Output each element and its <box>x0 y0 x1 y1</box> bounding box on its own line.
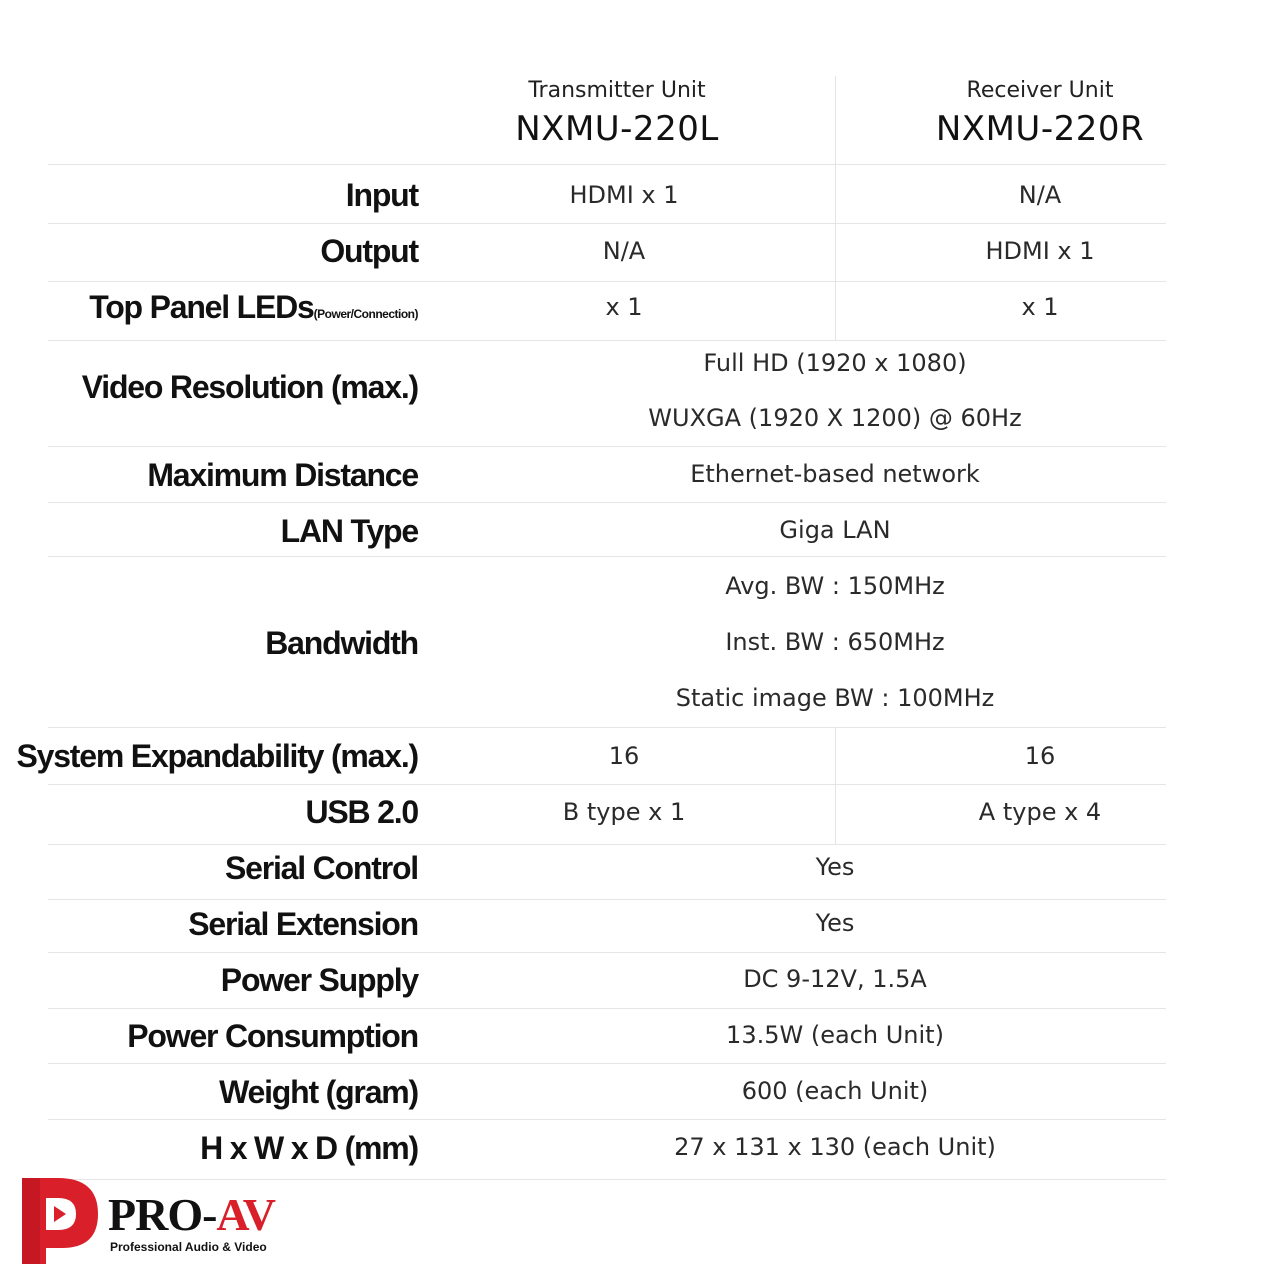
bandwidth-line1: Avg. BW : 150MHz <box>725 572 945 600</box>
serial-extension-value: Yes <box>815 909 855 937</box>
row-divider <box>48 844 1166 845</box>
usb-label: USB 2.0 <box>305 794 418 830</box>
serial-control-label: Serial Control <box>224 850 418 886</box>
row-divider <box>48 164 1166 165</box>
transmitter-model: NXMU-220L <box>515 109 719 149</box>
top-panel-leds-text: Top Panel LEDs <box>89 289 314 325</box>
pro-av-logo <box>18 1174 308 1270</box>
row-divider <box>48 556 1166 557</box>
row-divider <box>48 727 1166 728</box>
column-divider <box>835 76 836 340</box>
row-divider <box>48 340 1166 341</box>
power-supply-label: Power Supply <box>220 962 418 998</box>
row-divider <box>48 1008 1166 1009</box>
weight-value: 600 (each Unit) <box>741 1077 929 1105</box>
lan-type-label: LAN Type <box>280 513 418 549</box>
max-distance-label: Maximum Distance <box>147 457 418 493</box>
leds-tx-value: x 1 <box>605 293 643 321</box>
top-panel-leds-note: (Power/Connection) <box>313 307 418 321</box>
dimensions-value: 27 x 131 x 130 (each Unit) <box>674 1133 996 1161</box>
row-divider <box>48 223 1166 224</box>
top-panel-leds-label <box>89 287 418 334</box>
brand-tagline: Professional Audio & Video <box>110 1240 267 1254</box>
max-distance-value: Ethernet-based network <box>690 460 980 488</box>
receiver-header <box>850 76 1230 152</box>
lan-type-value: Giga LAN <box>779 516 891 544</box>
video-resolution-line1: Full HD (1920 x 1080) <box>703 349 967 377</box>
serial-control-value: Yes <box>815 853 855 881</box>
row-divider <box>48 1063 1166 1064</box>
receiver-model: NXMU-220R <box>935 109 1145 149</box>
row-divider <box>48 502 1166 503</box>
brand-main: PRO- <box>108 1189 217 1240</box>
video-resolution-label: Video Resolution (max.) <box>81 369 418 405</box>
pro-av-wordmark <box>108 1190 275 1240</box>
usb-tx-value: B type x 1 <box>562 798 686 826</box>
row-divider <box>48 784 1166 785</box>
column-divider <box>835 728 836 844</box>
bandwidth-label: Bandwidth <box>265 625 418 661</box>
row-divider <box>48 952 1166 953</box>
leds-rx-value: x 1 <box>1021 293 1059 321</box>
pro-av-logo-mark-icon <box>18 1174 104 1266</box>
dimensions-label: H x W x D (mm) <box>200 1130 418 1166</box>
bandwidth-line2: Inst. BW : 650MHz <box>725 628 945 656</box>
bandwidth-line3: Static image BW : 100MHz <box>675 684 995 712</box>
row-divider <box>48 281 1166 282</box>
transmitter-header <box>432 76 802 152</box>
transmitter-unit-label: Transmitter Unit <box>528 78 706 103</box>
brand-accent: AV <box>216 1189 275 1240</box>
video-resolution-line2: WUXGA (1920 X 1200) @ 60Hz <box>648 404 1022 432</box>
row-divider <box>48 1119 1166 1120</box>
power-consumption-label: Power Consumption <box>127 1018 418 1054</box>
receiver-unit-label: Receiver Unit <box>966 78 1114 103</box>
output-tx-value: N/A <box>602 237 646 265</box>
power-supply-value: DC 9-12V, 1.5A <box>743 965 927 993</box>
usb-rx-value: A type x 4 <box>978 798 1102 826</box>
input-tx-value: HDMI x 1 <box>569 181 679 209</box>
input-rx-value: N/A <box>1018 181 1062 209</box>
row-divider <box>48 446 1166 447</box>
output-label: Output <box>320 233 418 269</box>
output-rx-value: HDMI x 1 <box>985 237 1095 265</box>
weight-label: Weight (gram) <box>219 1074 418 1110</box>
expandability-rx-value: 16 <box>1024 742 1056 770</box>
row-divider <box>48 899 1166 900</box>
system-expandability-label: System Expandability (max.) <box>16 738 418 774</box>
power-consumption-value: 13.5W (each Unit) <box>726 1021 944 1049</box>
input-label: Input <box>345 177 418 213</box>
serial-extension-label: Serial Extension <box>188 906 418 942</box>
expandability-tx-value: 16 <box>608 742 640 770</box>
